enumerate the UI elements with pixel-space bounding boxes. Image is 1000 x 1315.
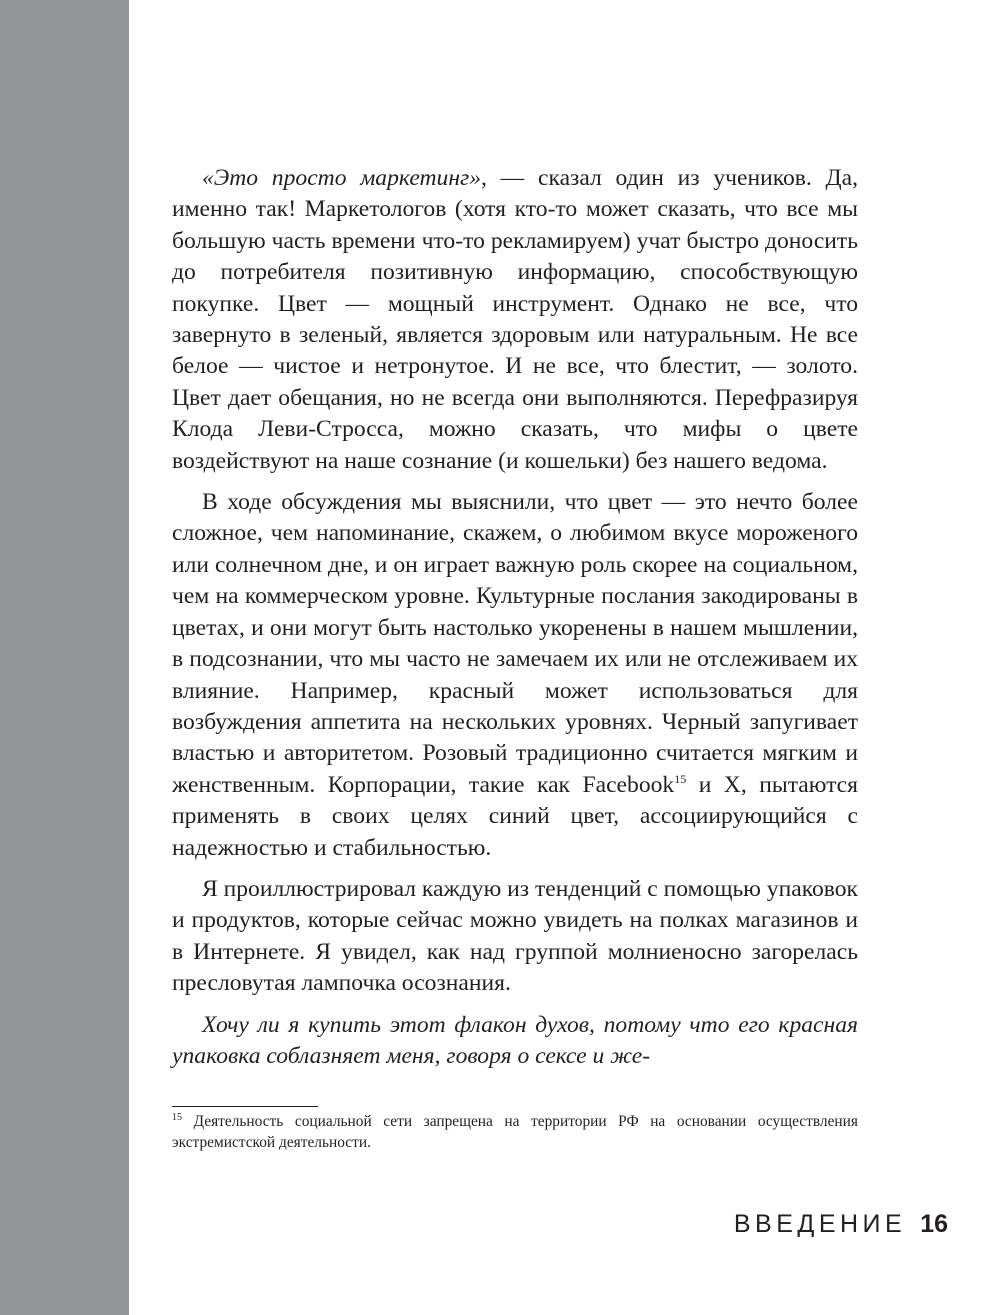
footnote-text: Деятельность социальной сети запрещена на территории РФ на основании осуществления экстремистской деятельности. bbox=[172, 1113, 858, 1151]
paragraph-2-text-before-note: В ходе обсуждения мы выяснили, что цвет — это нечто более сложное, чем напоминание, скажем, о любимом вкусе мороженого или солнечном дне, и он играет важную роль скорее на социальном, чем на коммерческом уровне. Культурные послания закодированы в цветах, и они могут быть настолько укоренены в нашем мышлении, в подсознании, что мы часто не замечаем их или не отслеживаем их влияние. Например, красный может использоваться для возбуждения аппетита на нескольких уровнях. Черный запугивает властью и авторитетом. Розовый традиционно считается мягким и женственным. Корпорации, такие как Facebook bbox=[172, 489, 858, 798]
body-text bbox=[172, 163, 858, 1072]
paragraph-3: Я проиллюстрировал каждую из тенденций с помощью упаковок и продуктов, которые сейчас можно увидеть на полках магазинов и в Интернете. Я увидел, как над группой молниеносно загорелась пресловутая лампочка осознания. bbox=[172, 875, 858, 997]
paragraph-1-italic-lead: «Это просто маркетинг» bbox=[202, 165, 482, 191]
paragraph-2 bbox=[172, 487, 858, 864]
section-title: ВВЕДЕНИЕ bbox=[733, 1210, 907, 1238]
page-number: 16 bbox=[920, 1210, 948, 1238]
footnote-divider bbox=[172, 1106, 318, 1107]
footnote-number: 15 bbox=[172, 1112, 182, 1123]
footnote-reference[interactable]: 15 bbox=[674, 771, 687, 786]
footnote bbox=[172, 1111, 858, 1153]
side-margin-band bbox=[0, 0, 129, 1315]
paragraph-4: Хочу ли я купить этот флакон духов, потому что его красная упаковка соблазняет меня, говоря о сексе и же- bbox=[172, 1011, 858, 1069]
paragraph-1 bbox=[172, 163, 858, 477]
running-footer bbox=[734, 1210, 948, 1239]
paragraph-1-text: , — сказал один из учеников. Да, именно так! Маркетологов (хотя кто-то может сказать, что все мы большую часть времени что-то рекламируем) учат быстро доносить до потребителя позитивную информацию, способствующую покупке. Цвет — мощный инструмент. Однако не все, что завернуто в зеленый, является здоровым или натуральным. Не все белое — чистое и нетронутое. И не все, что блестит, — золото. Цвет дает обещания, но не всегда они выполняются. Перефразируя Клода Леви-Стросса, можно сказать, что мифы о цвете воздействуют на наше сознание (и кошельки) без нашего ведома. bbox=[172, 165, 858, 474]
paragraph-2-text-after-note: и X, пытаются применять в своих целях синий цвет, ассоциирующийся с надежностью и стабильностью. bbox=[172, 771, 858, 861]
